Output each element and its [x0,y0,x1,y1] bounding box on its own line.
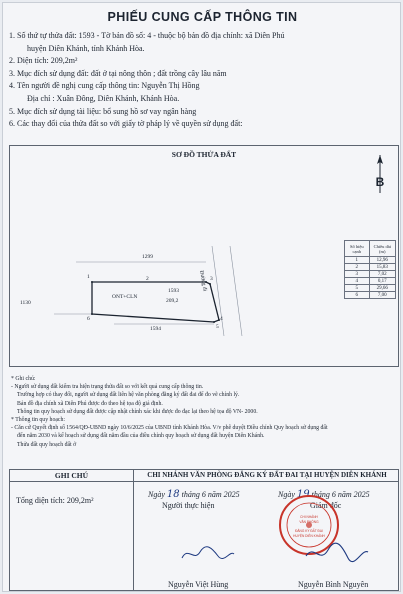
table-cell: 7,02 [369,271,395,278]
table-header-cell: Chiều dài (m) [369,241,395,257]
requester-line: 4. Tên người đề nghị cung cấp thông tin: Nguyễn Thị Hồng [9,81,200,91]
parcel-land-type: ONT+CLN [112,294,138,300]
vertex-label: 4 [220,316,223,322]
vertex-label: 6 [87,316,90,322]
performer-name: Nguyễn Việt Hùng [168,580,229,589]
director-role: Giám đốc [310,501,342,510]
location-line: huyện Diên Khánh, tỉnh Khánh Hòa. [27,43,145,53]
svg-text:CHI NHÁNH: CHI NHÁNH [300,515,318,519]
date-director: Ngày 19 tháng 6 năm 2025 [278,489,370,500]
table-row [345,285,396,292]
table-cell: 5 [345,285,370,292]
handwritten-day: 18 [166,489,180,500]
table-cell: 7,00 [369,292,395,299]
table-cell: 3 [345,271,370,278]
purpose-line: 5. Mục đích sử dụng tài liệu: bổ sung hồ sơ vay ngân hàng [9,106,197,116]
director-name: Nguyễn Bình Nguyên [298,580,369,589]
north-label: B [375,175,385,189]
changes-line: 6. Các thay đổi của thửa đất so với giấy tờ pháp lý về quyền sử dụng đất: [9,119,243,129]
handwritten-day: 19 [296,489,310,500]
table-cell: 1 [345,257,370,264]
info-sheet [2,2,401,592]
svg-text:ĐĂNG KÝ ĐẤT ĐAI: ĐĂNG KÝ ĐẤT ĐAI [295,529,323,533]
table-row [345,278,396,285]
office-heading: CHI NHÁNH VĂN PHÒNG ĐĂNG KÝ ĐẤT ĐAI TẠI HUYỆN DIÊN KHÁNH [147,471,387,479]
notes-section [11,375,399,449]
note-line: đến năm 2030 và kế hoạch sử dụng đất năm đầu của điều chỉnh quy hoạch sử dụng đất huyện Diên Khánh. [17,433,265,440]
performer-signature [178,542,238,564]
address-line: Địa chỉ : Xuân Đông, Diên Khánh, Khánh Hòa. [27,93,180,103]
diagram-heading: SƠ ĐỒ THỬA ĐẤT [171,150,237,159]
note-line: - Căn cứ Quyết định số 1564/QĐ-UBND ngày 10/6/2025 của UBND tỉnh Khánh Hòa. V/v phê duyệt Điều chỉnh Quy hoạch sử dụng đất [11,425,328,432]
header-divider [10,481,398,482]
neighbor-parcel-top: 1299 [142,254,153,260]
north-arrow [372,153,388,195]
notes-column-heading: GHI CHÚ [54,471,89,480]
parcel-area-label: 209,2 [166,298,179,304]
info-section [9,30,399,131]
parcel-number-label: 1593 [168,288,179,294]
vertex-label: 5 [216,324,219,330]
column-divider [133,470,134,590]
svg-text:VĂN PHÒNG: VĂN PHÒNG [299,520,319,524]
note-line: Thửa đất quy hoạch đất ở [17,441,77,448]
signature-block [9,469,399,591]
table-row [345,257,396,264]
table-cell: 4 [345,278,370,285]
neighbor-parcel-bottom: 1594 [150,326,161,332]
note-line: Thông tin quy hoạch sử dụng đất được cập nhật chỉnh xác khi được đo đạc lại theo hệ tọa độ VN- 2000. [17,408,258,415]
date-performer: Ngày 18 tháng 6 năm 2025 [148,489,240,500]
land-use-line: 3. Mục đích sử dụng đất: đất ở tại nông thôn ; đất trồng cây lâu năm [9,68,227,78]
svg-text:HUYỆN DIÊN KHÁNH: HUYỆN DIÊN KHÁNH [293,534,325,538]
note-line: - Người sử dụng đất kiểm tra hiện trạng thửa đất so với kết quả cung cấp thông tin. [11,384,204,391]
note-line: Trường hợp có thay đổi, người sử dụng đất liên hệ văn phòng đăng ký đất đai để đo vẽ chỉnh lý. [17,392,240,399]
table-cell: 0,17 [369,278,395,285]
table-header-cell: Số hiệu cạnh [345,241,370,257]
table-row [345,271,396,278]
document-title: PHIẾU CUNG CẤP THÔNG TIN [107,10,298,24]
edge-length-table [344,240,396,299]
table-cell: 6 [345,292,370,299]
neighbor-parcel-left: 1130 [20,300,31,306]
table-cell: 12,96 [369,257,395,264]
table-cell: 2 [345,264,370,271]
performer-role: Người thực hiện [162,501,215,510]
table-cell: 29,66 [369,285,395,292]
table-header-row [345,241,396,257]
vertex-label: 2 [146,276,149,282]
area-line: 2. Diện tích: 209,2m² [9,56,78,66]
road-edge-right [230,246,242,336]
planning-heading: * Thông tin quy hoạch: [11,417,65,424]
road-label: Đường đi [198,270,208,292]
note-line: Bản đồ địa chính xã Diên Phú được đo theo hệ tọa độ giả định. [17,400,163,407]
parcel-number-line: 1. Số thứ tự thửa đất: 1593 - Tờ bản đồ số: 4 - thuộc bộ bản đồ địa chính: xã Diên Phú [9,31,285,40]
vertex-label: 1 [87,274,90,280]
vertex-label: 3 [210,276,213,282]
parcel-outline [92,282,219,322]
table-cell: 15,83 [369,264,395,271]
parcel-diagram-box [9,145,399,367]
total-area: Tổng diện tích: 209,2m² [16,496,94,505]
table-row [345,264,396,271]
parcel-plan [20,236,290,346]
table-row [345,292,396,299]
notes-heading: * Ghi chú: [11,376,36,382]
director-signature [302,542,372,564]
